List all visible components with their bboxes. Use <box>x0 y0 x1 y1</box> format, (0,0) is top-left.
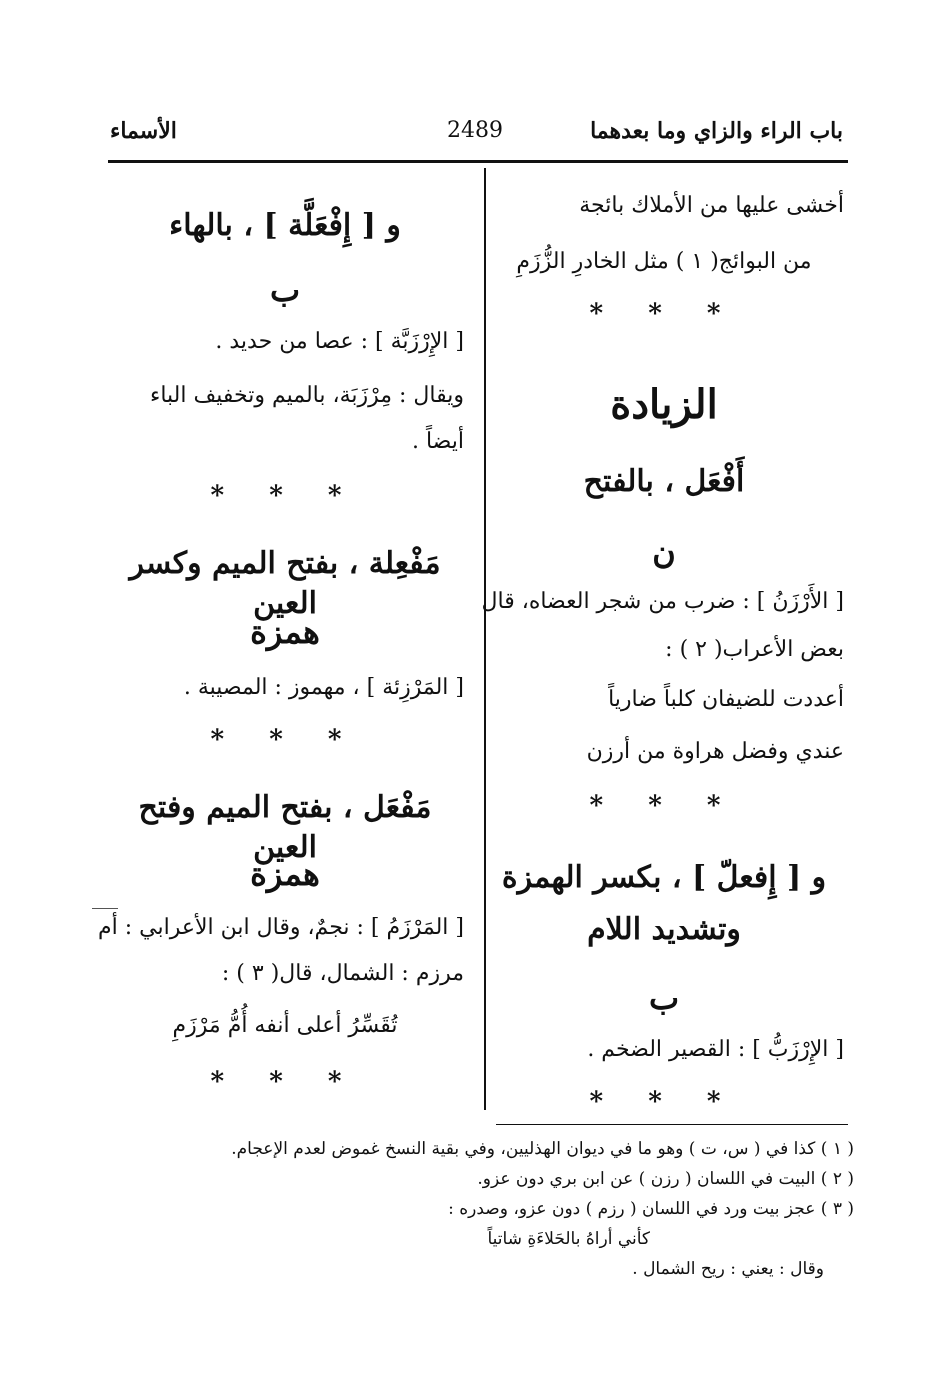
pattern-heading: و [ إِفعلّ ] ، بكسر الهمزة <box>501 860 827 895</box>
verse-line: أعددت للضيفان كلباً ضارياً <box>608 687 844 712</box>
entry-text: مرزم : الشمال، قال( ٣ ) : <box>221 961 464 986</box>
section-title: الزيادة <box>610 381 718 428</box>
footnote-verse: كأني أراهُ بالحَلاءَةِ شاتياً <box>487 1229 650 1249</box>
entry-text: [ الإِرْزَبَّة ] : عصا من حديد . <box>215 329 464 354</box>
section-separator: * * * <box>589 1087 739 1117</box>
letter-heading: همزة <box>250 855 320 893</box>
section-separator: * * * <box>589 791 739 821</box>
header-rule <box>108 160 848 163</box>
entry-text: [ الأَرْزَنُ ] : ضرب من شجر العضاه، قال <box>481 589 844 614</box>
footnote-rule <box>496 1124 848 1125</box>
entry-text: [ المَرْزِئة ] ، مهموز : المصيبة . <box>183 675 464 700</box>
pattern-heading: وتشديد اللام <box>587 912 741 947</box>
pattern-heading: مَفْعَل ، بفتح الميم وفتح العين <box>138 790 432 865</box>
entry-text: بعض الأعراب( ٢ ) : <box>665 637 844 662</box>
verse-line: من البوائج( ١ ) مثل الخادرِ الزُّزَمِ <box>516 249 812 274</box>
letter-heading: ب <box>269 271 301 309</box>
pattern-heading: مَفْعِلة ، بفتح الميم وكسر العين <box>129 546 441 621</box>
letter-heading: ب <box>648 979 680 1017</box>
entry-text: [ المَرْزَمُ ] : نجمٌ، وقال ابن الأعرابي : أم <box>98 915 464 940</box>
section-separator: * * * <box>210 725 360 755</box>
letter-heading: همزة <box>250 613 320 651</box>
pattern-heading: و [ إِفْعَلَّة ] ، بالهاء <box>169 208 401 243</box>
entry-text: ويقال : مِرْزَبَة، بالميم وتخفيف الباء <box>149 383 464 408</box>
verse-line: أخشى عليها من الأملاك بائجة <box>579 193 844 218</box>
verse-line: تُقَسِّرُ أعلى أنفه أُمُّ مَرْزَمِ <box>172 1013 398 1038</box>
entry-text: [ الإِرْزَبُّ ] : القصير الضخم . <box>587 1037 844 1062</box>
letter-heading: ن <box>652 533 676 571</box>
entry-text: أيضاً . <box>411 429 464 454</box>
pattern-heading: أَفْعَل ، بالفتح <box>583 464 745 499</box>
section-separator: * * * <box>210 1067 360 1097</box>
running-header-section: الأسماء <box>110 118 177 144</box>
footnote: وقال : يعني : ريح الشمال . <box>632 1259 824 1279</box>
footnote: ( ١ ) كذا في ( س، ت ) وهو ما في ديوان الهذليين، وفي بقية النسخ غموض لعدم الإعجام. <box>231 1139 854 1159</box>
margin-mark <box>92 908 118 909</box>
running-header-title: باب الراء والزاي وما بعدهما <box>590 118 843 144</box>
page-number: 2489 <box>447 118 503 143</box>
footnote: ( ٢ ) البيت في اللسان ( رزن ) عن ابن بري دون عزو. <box>477 1169 854 1189</box>
section-separator: * * * <box>589 299 739 329</box>
section-separator: * * * <box>210 481 360 511</box>
footnote: ( ٣ ) عجز بيت ورد في اللسان ( رزم ) دون عزو، وصدره : <box>448 1199 854 1219</box>
verse-line: عندي وفضل هراوة من أرزن <box>586 739 844 764</box>
